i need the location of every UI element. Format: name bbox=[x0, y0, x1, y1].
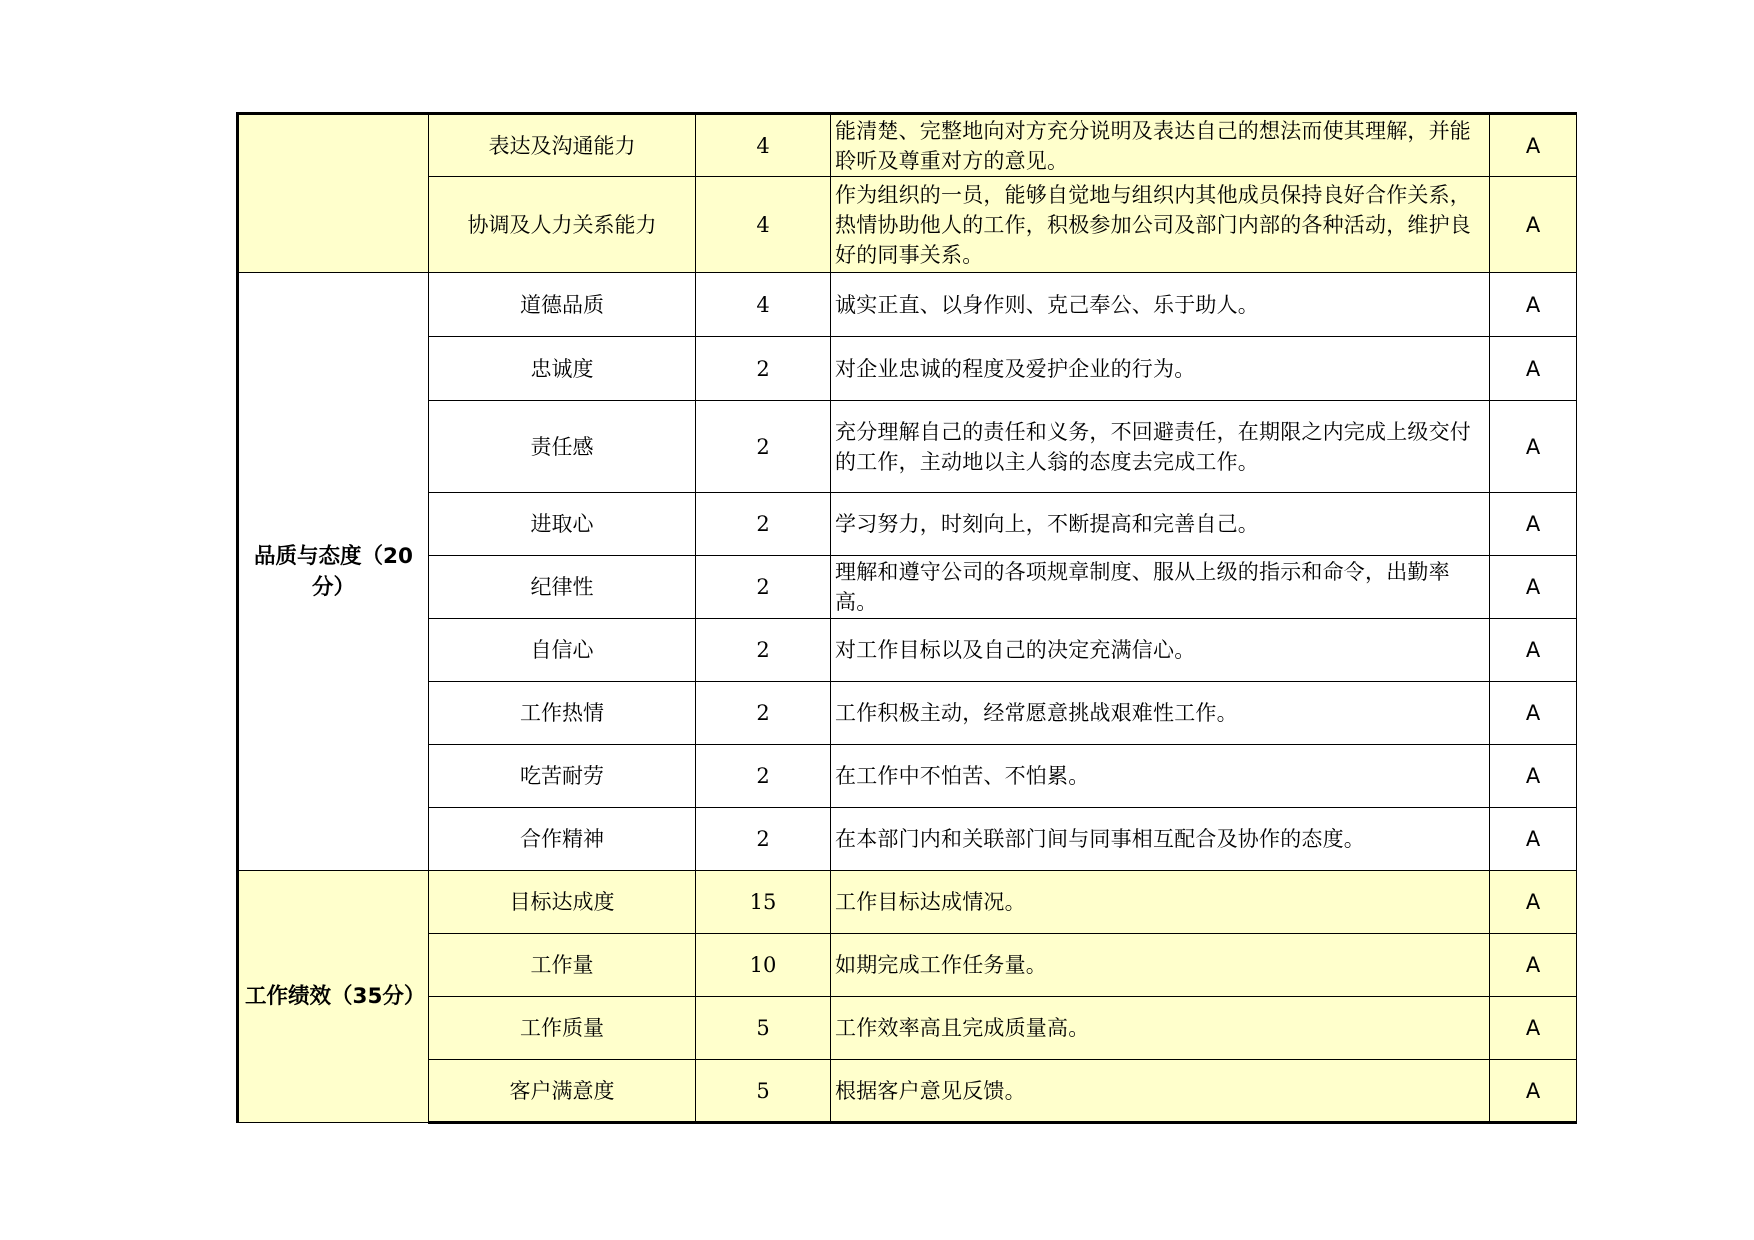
score-cell: 4 bbox=[696, 273, 831, 337]
description-cell: 在工作中不怕苦、不怕累。 bbox=[831, 745, 1490, 808]
item-cell: 目标达成度 bbox=[429, 871, 696, 934]
item-cell: 合作精神 bbox=[429, 808, 696, 871]
grade-cell: A bbox=[1490, 401, 1577, 493]
description-cell: 对企业忠诚的程度及爱护企业的行为。 bbox=[831, 337, 1490, 401]
description-cell: 在本部门内和关联部门间与同事相互配合及协作的态度。 bbox=[831, 808, 1490, 871]
table-row bbox=[238, 1060, 1577, 1123]
table-row bbox=[238, 682, 1577, 745]
table-row bbox=[238, 871, 1577, 934]
table-row bbox=[238, 745, 1577, 808]
grade-cell: A bbox=[1490, 337, 1577, 401]
description-cell: 作为组织的一员，能够自觉地与组织内其他成员保持良好合作关系，热情协助他人的工作，积极参加公司及部门内部的各种活动，维护良好的同事关系。 bbox=[831, 177, 1490, 273]
score-cell: 5 bbox=[696, 997, 831, 1060]
grade-cell: A bbox=[1490, 556, 1577, 619]
description-cell: 对工作目标以及自己的决定充满信心。 bbox=[831, 619, 1490, 682]
score-cell: 2 bbox=[696, 808, 831, 871]
table-row bbox=[238, 934, 1577, 997]
grade-cell: A bbox=[1490, 808, 1577, 871]
category-cell-quality: 品质与态度（20分） bbox=[238, 273, 429, 871]
description-cell: 充分理解自己的责任和义务，不回避责任，在期限之内完成上级交付的工作，主动地以主人翁的态度去完成工作。 bbox=[831, 401, 1490, 493]
description-cell: 工作效率高且完成质量高。 bbox=[831, 997, 1490, 1060]
description-cell: 理解和遵守公司的各项规章制度、服从上级的指示和命令，出勤率高。 bbox=[831, 556, 1490, 619]
item-cell: 责任感 bbox=[429, 401, 696, 493]
description-cell: 如期完成工作任务量。 bbox=[831, 934, 1490, 997]
grade-cell: A bbox=[1490, 1060, 1577, 1123]
description-cell: 能清楚、完整地向对方充分说明及表达自己的想法而使其理解，并能聆听及尊重对方的意见。 bbox=[831, 114, 1490, 177]
description-cell: 学习努力，时刻向上，不断提高和完善自己。 bbox=[831, 493, 1490, 556]
grade-cell: A bbox=[1490, 934, 1577, 997]
grade-cell: A bbox=[1490, 871, 1577, 934]
table-row bbox=[238, 619, 1577, 682]
item-cell: 工作质量 bbox=[429, 997, 696, 1060]
item-cell: 协调及人力关系能力 bbox=[429, 177, 696, 273]
item-cell: 吃苦耐劳 bbox=[429, 745, 696, 808]
description-cell: 根据客户意见反馈。 bbox=[831, 1060, 1490, 1123]
item-cell: 自信心 bbox=[429, 619, 696, 682]
score-cell: 5 bbox=[696, 1060, 831, 1123]
score-cell: 2 bbox=[696, 493, 831, 556]
item-cell: 工作热情 bbox=[429, 682, 696, 745]
category-cell-performance: 工作绩效（35分） bbox=[238, 871, 429, 1123]
table-row bbox=[238, 177, 1577, 273]
table-row bbox=[238, 808, 1577, 871]
score-cell: 2 bbox=[696, 619, 831, 682]
score-cell: 15 bbox=[696, 871, 831, 934]
item-cell: 客户满意度 bbox=[429, 1060, 696, 1123]
table-row bbox=[238, 114, 1577, 177]
score-cell: 2 bbox=[696, 682, 831, 745]
description-cell: 诚实正直、以身作则、克己奉公、乐于助人。 bbox=[831, 273, 1490, 337]
category-cell-ability bbox=[238, 114, 429, 273]
score-cell: 10 bbox=[696, 934, 831, 997]
grade-cell: A bbox=[1490, 114, 1577, 177]
description-cell: 工作目标达成情况。 bbox=[831, 871, 1490, 934]
grade-cell: A bbox=[1490, 682, 1577, 745]
score-cell: 4 bbox=[696, 177, 831, 273]
item-cell: 道德品质 bbox=[429, 273, 696, 337]
grade-cell: A bbox=[1490, 997, 1577, 1060]
description-cell: 工作积极主动，经常愿意挑战艰难性工作。 bbox=[831, 682, 1490, 745]
score-cell: 4 bbox=[696, 114, 831, 177]
grade-cell: A bbox=[1490, 745, 1577, 808]
score-cell: 2 bbox=[696, 556, 831, 619]
grade-cell: A bbox=[1490, 273, 1577, 337]
item-cell: 进取心 bbox=[429, 493, 696, 556]
score-cell: 2 bbox=[696, 401, 831, 493]
grade-cell: A bbox=[1490, 177, 1577, 273]
evaluation-table bbox=[236, 112, 1577, 1124]
table-row bbox=[238, 273, 1577, 337]
item-cell: 纪律性 bbox=[429, 556, 696, 619]
table-row bbox=[238, 997, 1577, 1060]
table-row bbox=[238, 401, 1577, 493]
score-cell: 2 bbox=[696, 745, 831, 808]
item-cell: 忠诚度 bbox=[429, 337, 696, 401]
score-cell: 2 bbox=[696, 337, 831, 401]
table-row bbox=[238, 556, 1577, 619]
item-cell: 表达及沟通能力 bbox=[429, 114, 696, 177]
table-row bbox=[238, 493, 1577, 556]
item-cell: 工作量 bbox=[429, 934, 696, 997]
table-row bbox=[238, 337, 1577, 401]
grade-cell: A bbox=[1490, 493, 1577, 556]
grade-cell: A bbox=[1490, 619, 1577, 682]
